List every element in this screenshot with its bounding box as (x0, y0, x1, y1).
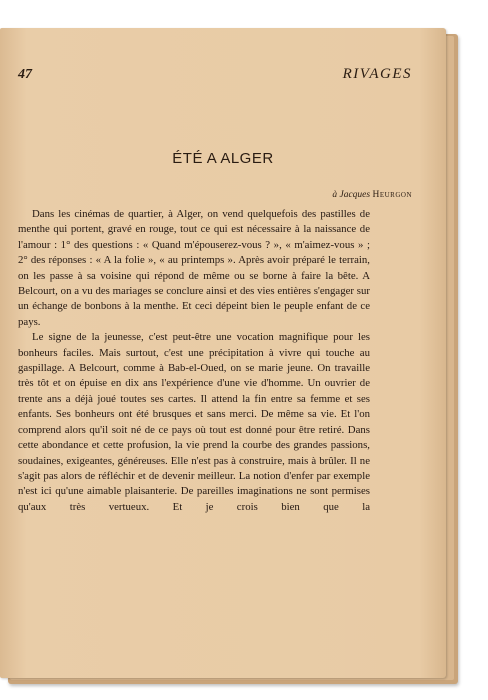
dedication-prefix: à Jacques (332, 190, 371, 200)
body-text (18, 207, 370, 515)
page-header (18, 66, 412, 83)
running-title: RIVAGES (342, 66, 412, 82)
chapter-title: ÉTÉ A ALGER (172, 150, 274, 167)
paragraph-1: Dans les cinémas de quartier, à Alger, on vend quelquefois des pastilles de menthe qui portent, gravé en rouge, tout ce qui est nécessaire à la naissance de l'amour : 1° des questions : « Quand m'épouserez-vous ? », « m'aimez-vous » ; 2° des réponses : « A la folie », « au printemps ». Après avoir préparé le terrain, on les passe à sa voisine qui répond de même ou se borne à faire la bête. A Belcourt, on a vu des mariages se conclure ainsi et des vies entières s'engager sur un échange de bonbons à la menthe. Et ceci dépeint bien le peuple enfant de ce pays. (18, 208, 370, 328)
paragraph-2: Le signe de la jeunesse, c'est peut-être une vocation magnifique pour les bonheurs faciles. Mais surtout, c'est une précipitation à vivre qui touche au gaspillage. A Belcourt, comme à Bab-el-Oued, on se marie jeune. On travaille très tôt et on épuise en dix ans l'expérience d'une vie d'homme. Un ouvrier de trente ans a déjà joué toutes ses cartes. Il attend la fin entre sa femme et ses enfants. Ses bonheurs ont été brusques et sans merci. De même sa vie. Et l'on comprend alors qu'il soit né de ce pays où tout est donné pour être retiré. Dans cette abondance et cette profusion, la vie prend la courbe des grandes passions, soudaines, exigeantes, généreuses. Elle n'est pas à construire, mais à brûler. Il ne s'agit pas alors de réfléchir et de devenir meilleur. La notion d'enfer par exemple n'est ici qu'une aimable plaisanterie. De pareilles imaginations ne sont permises qu'aux très vertueux. Et je crois bien que la (18, 331, 370, 513)
dedication-name: Heurgon (372, 190, 412, 200)
dedication (332, 190, 412, 200)
page-number: 47 (18, 67, 32, 82)
